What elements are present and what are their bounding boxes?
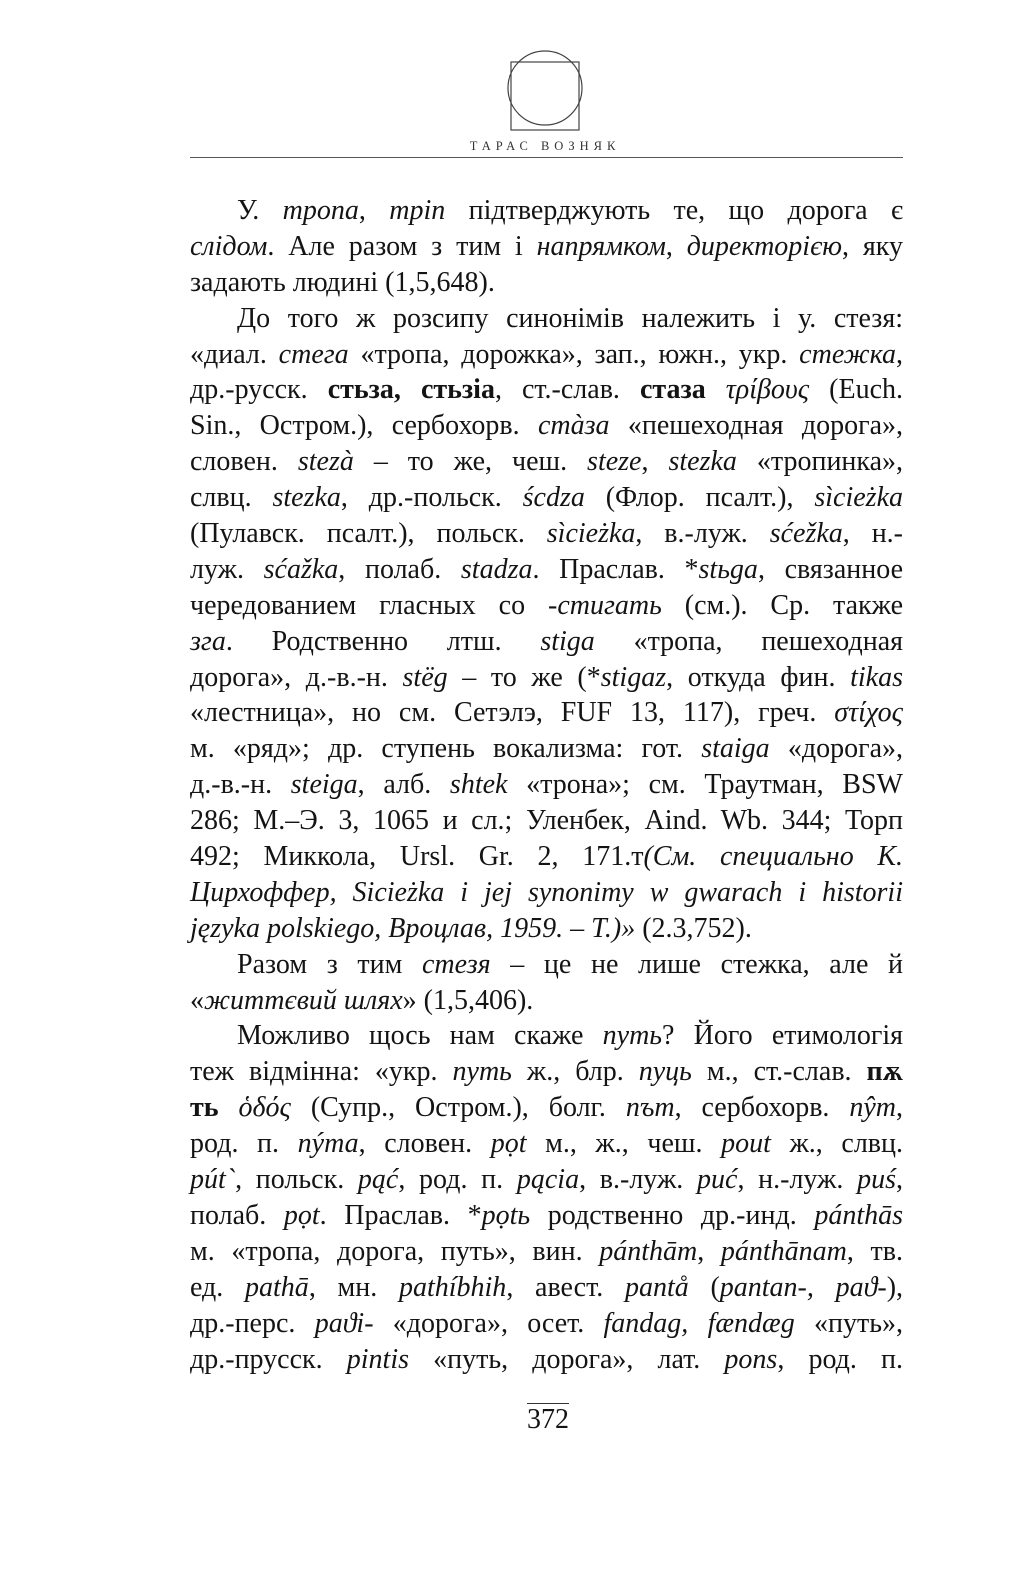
italic-term: shtek [449,769,508,801]
text-run: др.-прусск. [190,1343,347,1375]
italic-term: тріп [389,195,446,226]
text-run: (Пулавск. псалт.), польск. [190,518,547,550]
text-line [190,911,903,947]
circle-square-logo-icon [505,48,587,134]
text-run: , мн. [308,1271,399,1303]
text-line [190,839,903,875]
text-run: (Супр., Остром.), болг. [290,1092,626,1124]
text-line [190,301,903,337]
text-run: – то же, чеш. [353,446,588,478]
text-line [190,624,903,660]
text-run: , словен. [358,1128,491,1160]
italic-term: sćažka [263,553,339,585]
text-run: 492; Миккола, Ursl. Gr. 2, 171.т [190,841,644,873]
text-line [190,731,903,767]
text-line [190,875,903,911]
text-run: м., ж., чеш. [526,1128,722,1160]
italic-term: staiga [701,733,770,765]
text-run: , откуда фин. [666,661,851,693]
text-run: (Флор. псалт.), [584,482,815,514]
text-run: , [896,338,903,370]
text-run: , полаб. [338,553,461,585]
text-run: ), [886,1271,904,1303]
italic-term: sćežka [769,518,843,550]
text-run: «тропинка», [736,446,904,478]
italic-term: stezà [297,446,354,478]
italic-term: stigaz [600,661,667,693]
text-line [190,444,903,480]
text-run: , в.-луж. [635,518,770,550]
text-run: , [665,230,687,262]
text-run: родственно др.-инд. [530,1199,815,1231]
page-number [448,1402,648,1438]
text-run: . Праслав. * [319,1199,482,1231]
italic-term: stëg [402,661,448,693]
text-run: підтверджують те, що дорога є [445,195,903,226]
text-run: , яку [842,230,903,262]
text-line [190,1270,903,1306]
text-run: луж. [190,553,264,585]
text-run: м., ст.-слав. [691,1056,867,1088]
text-run: (см.). Ср. также [661,589,904,621]
text-run: Можливо щось нам скаже [237,1020,603,1052]
text-run: задають людині (1,5,648). [190,266,495,298]
text-run: « [190,984,204,1016]
text-run: «тропа, пешеходная [594,625,904,657]
italic-term: (См. специально К. [643,841,903,873]
text-run: , в.-луж. [579,1164,697,1196]
running-header-author: ТАРАС ВОЗНЯК [469,139,621,153]
text-line [190,372,903,408]
text-run: , алб. [357,769,450,801]
text-line [190,1126,903,1162]
text-run: – це не лише стежка, але й [490,948,903,980]
text-run: м. «ряд»; др. ступень вокализма: гот. [190,733,702,765]
italic-term: pantan-, paϑ- [719,1271,887,1303]
text-run: До того ж розсипу синонімів належить і у. стезя: [237,302,903,334]
text-run: , [358,195,390,226]
text-line [190,695,903,731]
text-line [190,1198,903,1234]
text-run: «трона»; см. Траутман, BSW [507,769,903,801]
text-run: (2.3,752). [635,912,752,944]
italic-term: stьga [698,553,758,585]
italic-term: pọt [283,1199,320,1231]
italic-term: ścdza [522,482,585,514]
text-run: , род. п. [398,1164,517,1196]
text-run: Разом з тим [237,948,422,980]
text-run: . Праслав. * [532,553,699,585]
text-line [190,229,903,265]
italic-term: стежка [799,338,896,370]
text-run: ж., блр. [511,1056,639,1088]
text-run: , польск. [235,1164,358,1196]
text-run: словен. [190,446,298,478]
italic-term: sìcieżka [546,518,636,550]
text-line [190,1090,903,1126]
text-run: , сербохорв. [674,1092,850,1124]
text-run: Sin., Остром.), сербохорв. [190,410,538,442]
italic-term: pons [724,1343,778,1375]
text-run: ж., слвц. [770,1128,904,1160]
text-line [190,1054,903,1090]
italic-term: -стигать [548,589,662,621]
paragraph [190,301,903,947]
italic-term: pút` [190,1164,236,1196]
text-run: полаб. [190,1199,284,1231]
italic-term: pathā [245,1271,309,1303]
italic-term: τρίβους [725,374,810,406]
italic-term: pọtь [481,1199,531,1231]
text-run: » (1,5,406). [402,984,534,1016]
text-line [190,803,903,839]
text-run: ( [688,1271,720,1303]
text-run: др.-русск. [190,374,328,406]
text-run: слвц. [190,482,273,514]
text-run: , тв. [846,1235,903,1267]
text-line [190,1342,903,1378]
italic-term: stadza [460,553,533,585]
text-run: , [896,1164,904,1196]
italic-term: języka polskiego, Вроцлав, 1959. – Т.)» [190,912,636,944]
text-line [190,947,903,983]
text-run: чередованием гласных со [190,589,548,621]
bold-term: стаза [639,374,706,406]
text-line [190,1234,903,1270]
italic-term: tikas [850,661,903,693]
italic-term: Цирхоффер, Sicieżka i jej synonimy w gwarach i historii [190,876,903,908]
text-run: др.-перс. [190,1307,315,1339]
italic-term: пýта [297,1128,359,1160]
page-number-label: 372 [527,1404,569,1435]
bold-term: ть [190,1092,219,1124]
italic-term: пуць [638,1056,692,1088]
italic-term: pąć [357,1164,399,1196]
text-line [190,516,903,552]
italic-term: στίχος [834,697,903,729]
text-run: род. п. [190,1128,298,1160]
text-run: м. «тропа, дорога, путь», вин. [190,1235,600,1267]
text-run: , др.-польск. [340,482,523,514]
italic-term: fandag, fændæg [603,1307,795,1339]
italic-term: напрямком [536,230,666,262]
italic-term: путь [602,1020,663,1052]
text-run: , авест. [506,1271,625,1303]
text-line [190,552,903,588]
text-run: , н.-луж. [737,1164,858,1196]
italic-term: стезя [422,948,491,980]
italic-term: stezka [668,446,737,478]
italic-term: pącia [516,1164,580,1196]
text-line [190,337,903,373]
text-run: «путь», [794,1307,903,1339]
paragraph [190,193,903,301]
text-run: ? Його етимологія [662,1020,903,1052]
italic-term: pọt [490,1128,527,1160]
text-line [190,1162,903,1198]
italic-term: stiga [540,625,595,657]
text-run: «пешеходная дорога», [609,410,903,442]
text-run: «путь, дорога», лат. [409,1343,725,1375]
italic-term: pout [721,1128,771,1160]
italic-term: путь [452,1056,512,1088]
text-run: «диал. [190,338,279,370]
italic-term: стàза [537,410,610,442]
text-run: (Euch. [809,374,904,406]
text-run: дорога», д.-в.-н. [190,661,403,693]
text-run: теж відмінна: «укр. [190,1056,453,1088]
italic-term: зга [190,625,226,657]
italic-term: життєвий шлях [204,984,403,1016]
text-run: «лестница», но см. Сетэлэ, FUF 13, 117), греч. [190,697,835,729]
text-run [219,1092,239,1123]
text-run: . Родственно лтш. [225,625,541,657]
italic-term: слідом [190,230,268,262]
text-run: У. [237,195,283,226]
italic-term: steiga [290,769,358,801]
text-run: «дорога», осет. [373,1307,604,1339]
text-run: , [697,1235,721,1267]
italic-term: steze [587,446,642,478]
text-run: д.-в.-н. [190,769,291,801]
text-line [190,660,903,696]
italic-term: ὁδός [238,1092,291,1124]
text-line [190,588,903,624]
text-line [190,983,903,1019]
italic-term: път [625,1092,675,1124]
italic-term: pánthānam [720,1235,847,1267]
text-run: – то же (* [447,661,601,693]
italic-term: стега [278,338,349,370]
text-run: , род. п. [777,1343,903,1375]
italic-term: puć [697,1164,738,1196]
italic-term: paϑi- [314,1307,374,1339]
text-line [190,265,903,301]
text-run: 286; М.–Э. 3, 1065 и сл.; Уленбек, Aind. Wb. 344; Торп [190,805,903,837]
text-run: . Але разом з тим і [267,230,537,262]
bold-term: стьза, стьзіа [327,374,495,406]
paragraph [190,1018,903,1377]
text-run: , н.- [842,518,904,550]
text-line [190,1306,903,1342]
text-line [190,1018,903,1054]
italic-term: sìcieżka [814,482,903,514]
text-line [190,193,903,229]
italic-term: тропа [282,195,359,226]
text-line [190,480,903,516]
text-run: , связанное [757,553,903,585]
italic-term: pánthās [814,1199,904,1231]
text-run [706,374,726,405]
italic-term: pánthām [599,1235,698,1267]
italic-term: stezka [272,482,341,514]
text-run: ед. [190,1271,246,1303]
paragraph [190,947,903,1019]
italic-term: пŷт [849,1092,897,1124]
text-line [190,767,903,803]
text-run: , ст.-слав. [494,374,640,406]
italic-term: pathíbhih [398,1271,507,1303]
body-text [190,193,903,1377]
text-run: «тропа, дорожка», зап., южн., укр. [348,338,800,370]
text-run: , [641,446,669,478]
text-line [190,408,903,444]
italic-term: директорією [686,230,843,262]
header-rule [190,157,903,158]
italic-term: pantå [624,1271,689,1303]
bold-term: пѫ [866,1056,903,1088]
text-run: «дорога», [769,733,903,765]
italic-term: pintis [346,1343,409,1375]
italic-term: puś [857,1164,897,1196]
text-run: , [896,1092,904,1124]
